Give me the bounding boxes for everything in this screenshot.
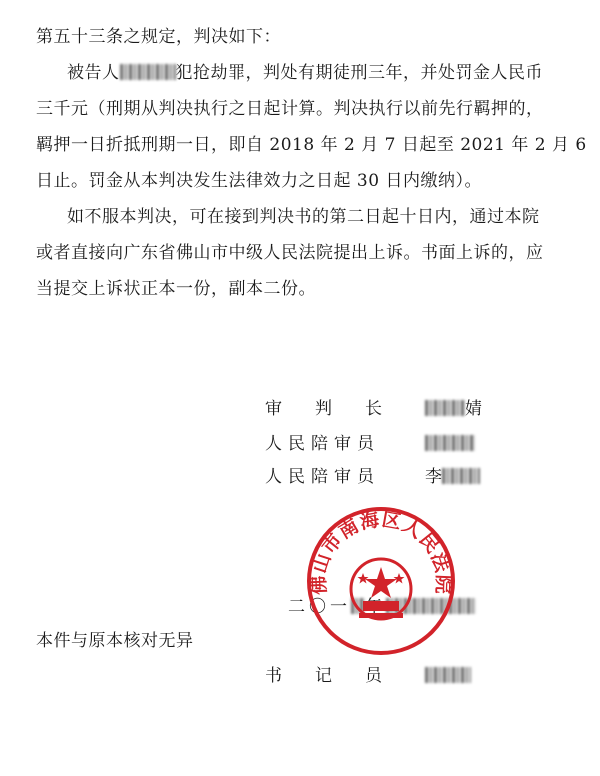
redacted-name: [425, 400, 465, 416]
signature-juror-1: [265, 433, 505, 455]
name-cell: [425, 433, 475, 455]
defendant-label: 被告人: [67, 63, 120, 83]
paragraph-line-1: 第五十三条之规定，判决如下：: [36, 27, 281, 47]
paragraph-line-4: 羁押一日折抵刑期一日，即自 2018 年 2 月 7 日起至 2021 年 2 月 6: [36, 135, 587, 155]
signature-clerk: [265, 665, 505, 687]
redacted-name: [120, 64, 176, 80]
name-cell: [425, 665, 471, 687]
seal-text: 佛山市南海区人民法院: [307, 508, 455, 596]
redacted-name: [425, 667, 471, 683]
appeal-line-3: 当提交上诉状正本一份，副本二份。: [36, 279, 316, 299]
role-label: 人民陪审员: [265, 467, 380, 487]
paragraph-line-5: 日止。罚金从本判决发生法律效力之日起 30 日内缴纳）。: [36, 171, 482, 191]
paragraph-line-2: [67, 62, 543, 84]
role-label: 审 判 长: [265, 399, 390, 419]
name-cell: [425, 398, 482, 420]
court-seal: [305, 505, 457, 657]
national-emblem-icon: [351, 559, 411, 619]
appeal-line-1: 如不服本判决，可在接到判决书的第二日起十日内，通过本院: [67, 207, 540, 227]
signature-juror-2: [265, 466, 505, 488]
role-label: 人民陪审员: [265, 434, 380, 454]
sentence-text: 犯抢劫罪，判处有期徒刑三年，并处罚金人民币: [175, 63, 543, 83]
role-label: 书 记 员: [265, 666, 390, 686]
name-visible: 婧: [465, 399, 482, 419]
name-visible: 李: [425, 467, 442, 487]
appeal-line-2: 或者直接向广东省佛山市中级人民法院提出上诉。书面上诉的，应: [36, 243, 544, 263]
redacted-name: [425, 435, 475, 451]
paragraph-line-3: 三千元（刑期从判决执行之日起计算。判决执行以前先行羁押的，: [36, 99, 544, 119]
redacted-name: [442, 468, 480, 484]
date-prefix: 二〇一: [288, 597, 351, 617]
name-cell: [425, 466, 480, 488]
copy-verification-note: 本件与原本核对无异: [36, 631, 194, 651]
signature-presiding-judge: [265, 398, 505, 420]
